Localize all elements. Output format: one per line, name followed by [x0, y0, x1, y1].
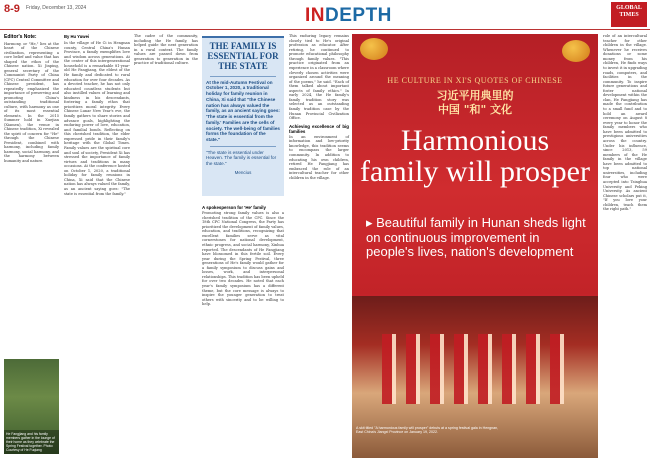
column-2-text-2: Promoting strong family values is also a cherished tradition of the CPC. Since the 18th CPC National Congress, the Party has prioritized the development of family values, education, and traditions, recognizing that excellent families serve as vital cornerstones for national development, ethnic progress, and social harmony, Xinhua reported. The descendants of He Fangjiang have blossomed in this fertile soil. Every year during the Spring Festival, three generations of He's family would gather for a family symposium to discuss gains and losses, work, and interpersonal relationships. This tradition has been upheld for over two decades. He noted that each year's family symposium has a different theme, but the core message is always to inspire the younger generation to treat others with sincerity and to be willing to help.: [202, 211, 284, 307]
logo-line-1: GLOBAL: [616, 5, 642, 11]
column-1-text: In the village of He Ci in Hengnan county, Central China's Hunan Province, a family exemplifies love and wisdom across generations. At the center of this intergenerational household is a remarkable 81-year-old He Fangjiang, the eldest of the He family and dedicated to rural education for over four decades. As a devoted teacher, he has not only educated countless students but also instilled values of learning and kindness in his descendants, fostering a family ethos that prioritizes moral integrity. Every Chinese Lunar New Year's eve, the family gathers to share stories and advance goals, highlighting the enduring power of love, education, and familial bonds. Reflecting on this cherished tradition, the elder expressed pride in their family's heritage with the Global Times. Family values are the spiritual core and soul of society, President Xi has stressed the importance of family virtues and traditions in many occasions. At the conference hosted on October 1, 2020, a traditional holiday for family reunions in China, Xi said that the Chinese nation has always valued the family, as an ancient saying goes: "The state is essential from the family.": [64, 41, 130, 196]
performers-image: [382, 334, 572, 404]
column-3-text: This enduring legacy remains closely tied to He's original profession as educator. After retiring, he continued to promote educational philosophy through family values. "This practice originated from an experience in a classroom where cleverly chosen activities were organized around the meaning of the poems," he said. "Each of them talked about important aspects of family ethics." In early 2024, the He family's family tradition story was selected as an outstanding family tradition case by the Hunan Provincial Civilization Office.: [289, 34, 350, 121]
family-gathering-photo: [4, 359, 59, 454]
lantern-icon: [562, 40, 590, 62]
article-column-1: [64, 34, 130, 196]
article-column-2-lower: [202, 202, 284, 307]
quote-box-divider-2: [210, 146, 276, 147]
logo-line-2: TIMES: [619, 11, 639, 18]
hero-panel: [352, 34, 598, 458]
column-2-text: The cadre of the community, including the He family, has helped guide the next generation in a rural context. The family values are passed down from generation to generation in the practice of traditional culture.: [134, 34, 198, 66]
hero-series-title: HE CULTURE IN XI'S QUOTES OF CHINESE: [387, 76, 563, 85]
hero-chinese-line-2: 中国 "和" 文化: [437, 102, 513, 116]
column-3-text-2: In an environment of information and low-priority knowledge, this tradition seems to encompass the larger community. In addition to educating his own children, retired He Fangjiang has embraced the role of an intercultural teacher for other children in the village.: [289, 134, 349, 180]
quote-box-body: At the mid-Autumn Festival on October 1, 2020, a traditional holiday for family reunion in China, Xi said that "the Chinese nation has always valued the family, as an ancient saying goes: 'The state is essential from the family.' Families are the cells of society. The well-being of families forms the foundation of the state.": [206, 79, 280, 143]
subhead-excellence: Achieving excellence of big families: [289, 123, 349, 134]
quote-box-attribution: Mencius: [234, 169, 252, 175]
dateline: Friday, December 13, 2024: [26, 5, 87, 11]
hero-headline: Harmonious family will prosper: [360, 124, 590, 188]
page-header: [0, 0, 650, 30]
hero-chinese-line-1: 习近平用典里的: [436, 89, 514, 102]
article-right-column: [603, 34, 647, 212]
hero-chinese-title: [372, 89, 578, 117]
section-title-suffix: DEPTH: [325, 5, 392, 26]
article-column-2-upper: [134, 34, 198, 66]
editors-note-sidebar: [4, 34, 59, 459]
quote-box-quote: "The state is essential under Heaven. The family is essential for the state.": [206, 149, 277, 167]
hero-photo-caption: A skit titled "A harmonious family will prosper" debuts at a spring festival gala in Hengnan, East China's Jiangxi Province on January 19, 2022.: [356, 426, 499, 435]
hero-deck: ▸ Beautiful family in Hunan sheds light on continuous improvement in people's lives, nation's development: [366, 215, 586, 260]
byline: By Hu Yuwei: [64, 34, 90, 39]
quote-box-divider: [210, 76, 276, 77]
section-title-prefix: IN: [305, 5, 325, 26]
lantern-icon: [360, 38, 388, 60]
global-times-logo[interactable]: [611, 2, 647, 27]
editors-note-text: Harmony, or "He," lies at the heart of the Chinese civilization, representing a core belief and value that has shaped the ethos of the Chinese nation. Xi Jinping, general secretary of the Communist Party of China (CPC) Central Committee and Chinese president, has repeatedly emphasized the importance of preserving and promoting China's outstanding traditional culture, with harmony as one of its most essential elements. In the 2015 Summer hold in Xuejian (Xiamen), the venue in Chinese tradition, Xi revealed the spirit of concern for "He" through the Chinese President, combined with harmony, including family harmony, social harmony, and the harmony between humanity and nature.: [4, 42, 59, 163]
page-number: 8-9: [4, 3, 20, 15]
quote-box-title: THE FAMILY IS ESSENTIAL FOR THE STATE: [207, 41, 279, 71]
editors-note-label: Editor's Note:: [4, 34, 37, 40]
article-column-3: [289, 34, 349, 180]
family-photo-caption: He Fangjiang and his family members gather in the lounge of their home as they celebrate the Spring Festival together. Photo: Courtesy of He Fuqiang: [4, 430, 59, 454]
subhead-spokesperson: A spokesperson for 'He' family: [202, 205, 266, 210]
quote-box: [202, 36, 284, 196]
section-title: [305, 5, 392, 27]
right-column-text: role of an intercultural teacher for other children in the village. Whenever he receives donations or some money from his children, He finds ways to invest it in upgrading roads, computers, and facilities in the community. To inspire future generations and foster national development within the clan, He Fangjiang has made the contribution to a small fund and to hold an award ceremony on August 8 every year to honor the family members who have been admitted to prestigious universities across the country. Under his influence, since 2013, 59 members of the He family in the village have been admitted to top national universities, including four who were accepted into Tsinghua University and Peking University. As ancient Chinese scholars put it, "If you love your children, teach them the right path.": [603, 34, 647, 212]
